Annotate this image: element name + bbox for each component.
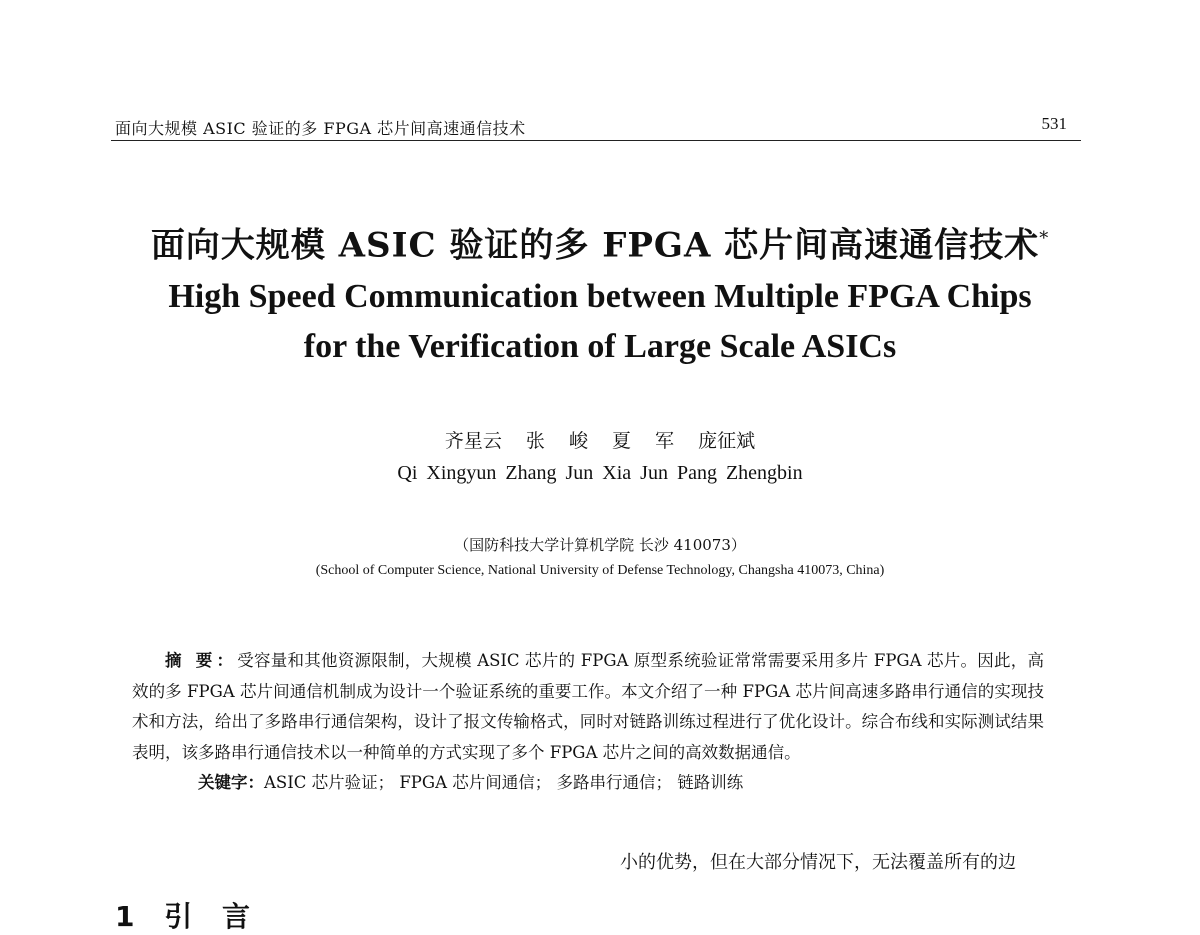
affiliation	[0, 532, 1200, 584]
authors-english: Qi Xingyun Zhang Jun Xia Jun Pang Zhengbin	[397, 462, 803, 484]
right-column-text: 小的优势，但在大部分情况下，无法覆盖所有的边	[620, 852, 1016, 873]
title-english-line-1: High Speed Communication between Multiple FPGA Chips	[168, 278, 1032, 316]
title-english-line-2: for the Verification of Large Scale ASICs	[303, 328, 897, 366]
abstract-paragraph	[132, 646, 1044, 768]
abstract	[132, 646, 1044, 799]
authors	[0, 424, 1200, 488]
running-title: 面向大规模 ASIC 验证的多 FPGA 芯片间高速通信技术	[115, 119, 526, 138]
authors-chinese: 齐星云 张 峻 夏 军 庞征斌	[444, 430, 756, 452]
keywords-text: ASIC 芯片验证； FPGA 芯片间通信； 多路串行通信； 链路训练	[264, 773, 744, 792]
abstract-label: 摘 要：	[165, 651, 238, 670]
title-footnote-mark: *	[1039, 228, 1050, 249]
title-chinese-text: 面向大规模 ASIC 验证的多 FPGA 芯片间高速通信技术	[150, 225, 1040, 266]
title-chinese	[0, 212, 1200, 272]
title-block	[0, 212, 1200, 372]
section-heading: 1 引 言	[115, 900, 260, 933]
page-number: 531	[1041, 114, 1067, 133]
affiliation-english: (School of Computer Science, National University of Defense Technology, Changsha 410073, China)	[315, 563, 885, 578]
running-header	[111, 112, 1081, 141]
abstract-text: 受容量和其他资源限制，大规模 ASIC 芯片的 FPGA 原型系统验证常常需要采用多片 FPGA 芯片。因此，高效的多 FPGA 芯片间通信机制成为设计一个验证系统的重要工作。本文介绍了一种 FPGA 芯片间高速多路串行通信的实现技术和方法，给出了多路串行通信架构，设计了报文传输格式，同时对链路训练过程进行了优化设计。综合布线和实际测试结果表明，该多路串行通信技术以一种简单的方式实现了多个 FPGA 芯片之间的高效数据通信。	[132, 651, 1044, 762]
keywords-label: 关键字：	[198, 773, 264, 792]
affiliation-chinese: （国防科技大学计算机学院 长沙 410073）	[454, 536, 746, 554]
keywords	[132, 768, 1044, 799]
